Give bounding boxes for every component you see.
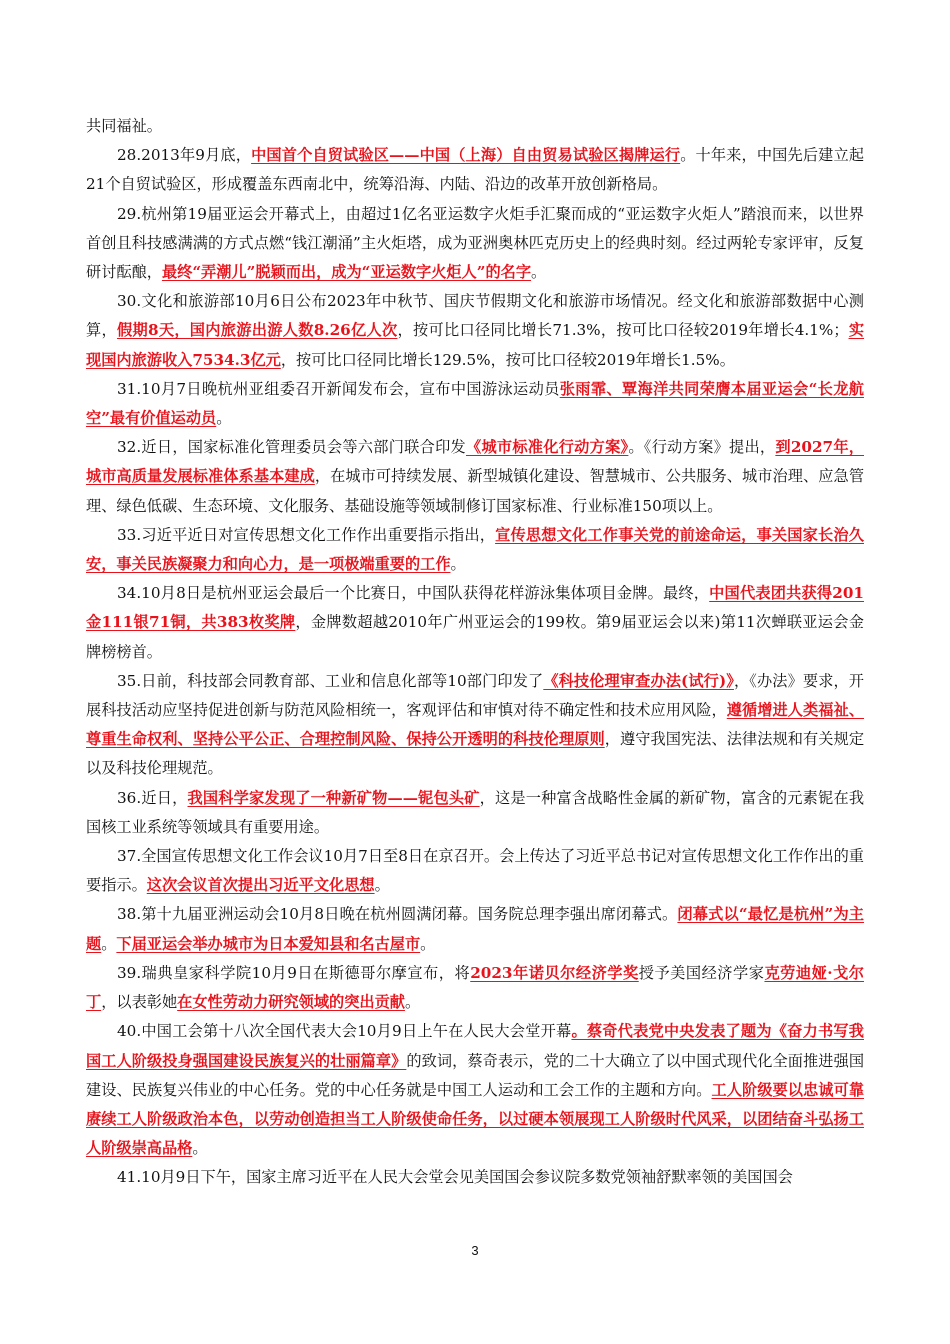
body-text: ，按可比口径同比增长129.5%，按可比口径较2019年增长1.5%。: [280, 350, 735, 369]
paragraph: [86, 287, 864, 375]
body-text: 38.第十九届亚洲运动会10月8日晚在杭州圆满闭幕。国务院总理李强出席闭幕式。: [117, 905, 678, 924]
paragraph: [86, 375, 864, 433]
document-body: [86, 112, 864, 1193]
highlighted-text: 在女性劳动力研究领域的突出贡献: [177, 993, 405, 1012]
body-text: 共同福祉。: [86, 117, 162, 135]
body-text: 。: [450, 555, 466, 574]
paragraph: [86, 433, 864, 521]
body-text: ，这是一种富含战略性金属的新矿物，富含的元素铌在我国核工业系统等领域具有重要用途。: [86, 788, 865, 836]
body-text: 。: [216, 409, 232, 428]
highlighted-text: 克劳迪娅·戈尔丁: [86, 963, 864, 1012]
highlighted-text: 中国首个自贸试验区——中国（上海）自由贸易试验区揭牌运行: [251, 146, 681, 165]
paragraph: [86, 1163, 864, 1192]
highlighted-text: 2023年诺贝尔经济学奖: [470, 963, 639, 982]
page-number: 3: [471, 1243, 479, 1258]
highlighted-text: 这次会议首次提出习近平文化思想: [146, 876, 375, 895]
body-text: 36.近日，: [117, 788, 188, 807]
body-text: ，以表彰她: [101, 993, 178, 1012]
highlighted-text: 最终“弄潮儿”脱颖而出，成为“亚运数字火炬人”的名字: [161, 263, 532, 282]
paragraph: [86, 579, 864, 667]
paragraph: [86, 141, 864, 199]
body-text: 28.2013年9月底，: [117, 146, 252, 165]
highlighted-text: 中国代表团共获得201金111银71铜，共383枚奖牌: [86, 584, 864, 632]
body-text: 37.全国宣传思想文化工作会议10月7日至8日在京召开。会上传达了习近平总书记对宣传思想文化工作作出的重要指示。: [86, 847, 864, 895]
body-text: 。: [374, 876, 390, 895]
body-text: 41.10月9日下午，国家主席习近平在人民大会堂会见美国国会参议院多数党领袖舒默率领的美国国会: [117, 1168, 793, 1187]
highlighted-text: 我国科学家发现了一种新矿物——铌包头矿: [187, 788, 480, 807]
paragraph: [86, 667, 864, 784]
body-text: 29.杭州第19届亚运会开幕式上，由超过1亿名亚运数字火炬手汇聚而成的“亚运数字火炬人”踏浪而来，以世界首创且科技感满满的方式点燃“钱江潮涌”主火炬塔，成为亚洲奥林匹克历史上的经典时刻。经过两轮专家评审，反复研讨酝酿，: [86, 204, 864, 282]
paragraph: [86, 784, 864, 842]
paragraph: [86, 1017, 864, 1163]
body-text: ，按可比口径同比增长71.3%，按可比口径较2019年增长4.1%；: [397, 321, 849, 340]
body-text: 39.瑞典皇家科学院10月9日在斯德哥尔摩宣布，将: [117, 963, 471, 982]
body-text: ，《办法》要求，开展科技活动应坚持促进创新与防范风险相统一，客观评估和审慎对待不确定性和技术应用风险，: [86, 671, 864, 720]
highlighted-text: 《城市标准化行动方案》: [465, 438, 629, 457]
highlighted-text: 《科技伦理审查办法(试行)》: [543, 671, 734, 690]
body-text: 。《行动方案》提出，: [628, 438, 776, 457]
highlighted-text: 闭幕式以“最忆是杭州”为主题: [86, 905, 864, 953]
body-text: 32.近日，国家标准化管理委员会等六部门联合印发: [117, 438, 466, 457]
highlighted-text: 假期8天，国内旅游出游人数8.26亿人次: [116, 321, 398, 340]
body-text: 授予美国经济学家: [638, 963, 765, 982]
body-text: ，金牌数超越2010年广州亚运会的199枚。第9届亚运会以来)第11次蝉联亚运会金牌榜榜首。: [86, 613, 864, 661]
highlighted-text: 工人阶级要以忠诚可靠赓续工人阶级政治本色，以劳动创造担当工人阶级使命任务，以过硬本领展现工人阶级时代风采，以团结奋斗弘扬工人阶级崇高品格: [86, 1080, 865, 1158]
highlighted-text: 张雨霏、覃海洋共同荣膺本届亚运会“长龙航空”最有价值运动员: [86, 379, 864, 428]
body-text: 40.中国工会第十八次全国代表大会10月9日上午在人民大会堂开幕: [117, 1022, 572, 1041]
body-text: 30.文化和旅游部10月6日公布2023年中秋节、国庆节假期文化和旅游市场情况。经文化和旅游部数据中心测算，: [86, 292, 864, 340]
paragraph: [86, 112, 864, 141]
body-text: 。: [420, 934, 436, 953]
body-text: 31.10月7日晚杭州亚组委召开新闻发布会，宣布中国游泳运动员: [117, 379, 560, 398]
highlighted-text: 。蔡奇代表党中央发表了题为《奋力书写我国工人阶级投身强国建设民族复兴的壮丽篇章》: [86, 1022, 864, 1070]
body-text: 35.日前，科技部会同教育部、工业和信息化部等10部门印发了: [117, 671, 544, 690]
paragraph: [86, 200, 864, 288]
body-text: 。: [531, 263, 547, 282]
body-text: 34.10月8日是杭州亚运会最后一个比赛日，中国队获得花样游泳集体项目金牌。最终，: [117, 584, 710, 603]
body-text: 。十年来，中国先后建立起21个自贸试验区，形成覆盖东西南北中，统筹沿海、内陆、沿边的改革开放创新格局。: [86, 146, 865, 194]
highlighted-text: 宣传思想文化工作事关党的前途命运，事关国家长治久安，事关民族凝聚力和向心力，是一项极端重要的工作: [86, 525, 864, 574]
body-text: 。: [101, 934, 117, 953]
highlighted-text: 遵循增进人类福祉、尊重生命权利、坚持公平公正、合理控制风险、保持公开透明的科技伦理原则: [86, 701, 865, 749]
body-text: 。: [192, 1139, 208, 1158]
body-text: ，在城市可持续发展、新型城镇化建设、智慧城市、公共服务、城市治理、应急管理、绿色低碳、生态环境、文化服务、基础设施等领域制修订国家标准、行业标准150项以上。: [86, 467, 865, 515]
highlighted-text: 到2027年，城市高质量发展标准体系基本建成: [86, 438, 864, 486]
highlighted-text: 下届亚运会举办城市为日本爱知县和名古屋市: [116, 934, 421, 953]
body-text: 。: [404, 993, 421, 1012]
paragraph: [86, 900, 864, 958]
body-text: 的致词，蔡奇表示，党的二十大确立了以中国式现代化全面推进强国建设、民族复兴伟业的中心任务。党的中心任务就是中国工人运动和工会工作的主题和方向。: [86, 1051, 865, 1099]
paragraph: [86, 842, 864, 900]
highlighted-text: 实现国内旅游收入7534.3亿元: [86, 321, 865, 369]
paragraph: [86, 521, 864, 579]
paragraph: [86, 959, 864, 1017]
body-text: ，遵守我国宪法、法律法规和有关规定以及科技伦理规范。: [86, 730, 865, 778]
body-text: 33.习近平近日对宣传思想文化工作作出重要指示指出，: [117, 525, 496, 544]
